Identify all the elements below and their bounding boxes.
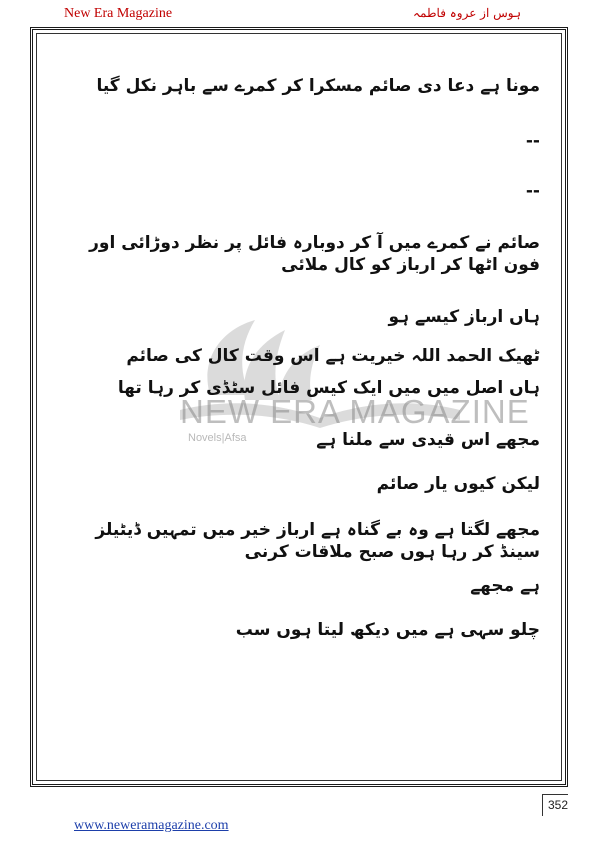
text-line: ہے مجھے <box>470 576 540 597</box>
text-line: ہاں ارباز کیسے ہو <box>388 307 540 328</box>
text-line: -- <box>525 131 540 152</box>
story-text <box>56 75 540 641</box>
text-line: صائم نے کمرے میں آ کر دوبارہ فائل پر نظر دوڑائی اور فون اٹھا کر ارباز کو کال ملائی <box>89 233 540 276</box>
magazine-name: New Era Magazine <box>64 6 173 21</box>
text-line: چلو سہی ہے میں دیکھ لیتا ہوں سب <box>235 620 540 641</box>
website-link[interactable]: www.neweramagazine.com <box>74 818 229 833</box>
page-number: 352 <box>542 794 568 816</box>
watermark-title: NEW ERA MAGAZINE <box>180 393 530 430</box>
novel-title: ہوس از عروہ فاطمہ <box>413 6 521 20</box>
text-line: لیکن کیوں یار صائم <box>376 473 540 494</box>
text-line: ٹھیک الحمد اللہ خیریت ہے اس وقت کال کی صائم <box>126 345 540 366</box>
text-line: -- <box>525 181 540 202</box>
text-line: ہاں اصل میں میں ایک کیس فائل سٹڈی کر رہا تھا <box>117 377 540 398</box>
text-line: مجھے لگتا ہے وہ بے گناہ ہے ارباز خیر میں تمہیں ڈیٹیلز سینڈ کر رہا ہوں صبح ملاقات کرنی <box>95 519 540 563</box>
text-line: مجھے اس قیدی سے ملنا ہے <box>316 429 540 450</box>
text-line: مونا ہے دعا دی صائم مسکرا کر کمرے سے باہر نکل گیا <box>96 76 540 96</box>
watermark-subtitle: Novels|Afsa <box>188 432 247 444</box>
